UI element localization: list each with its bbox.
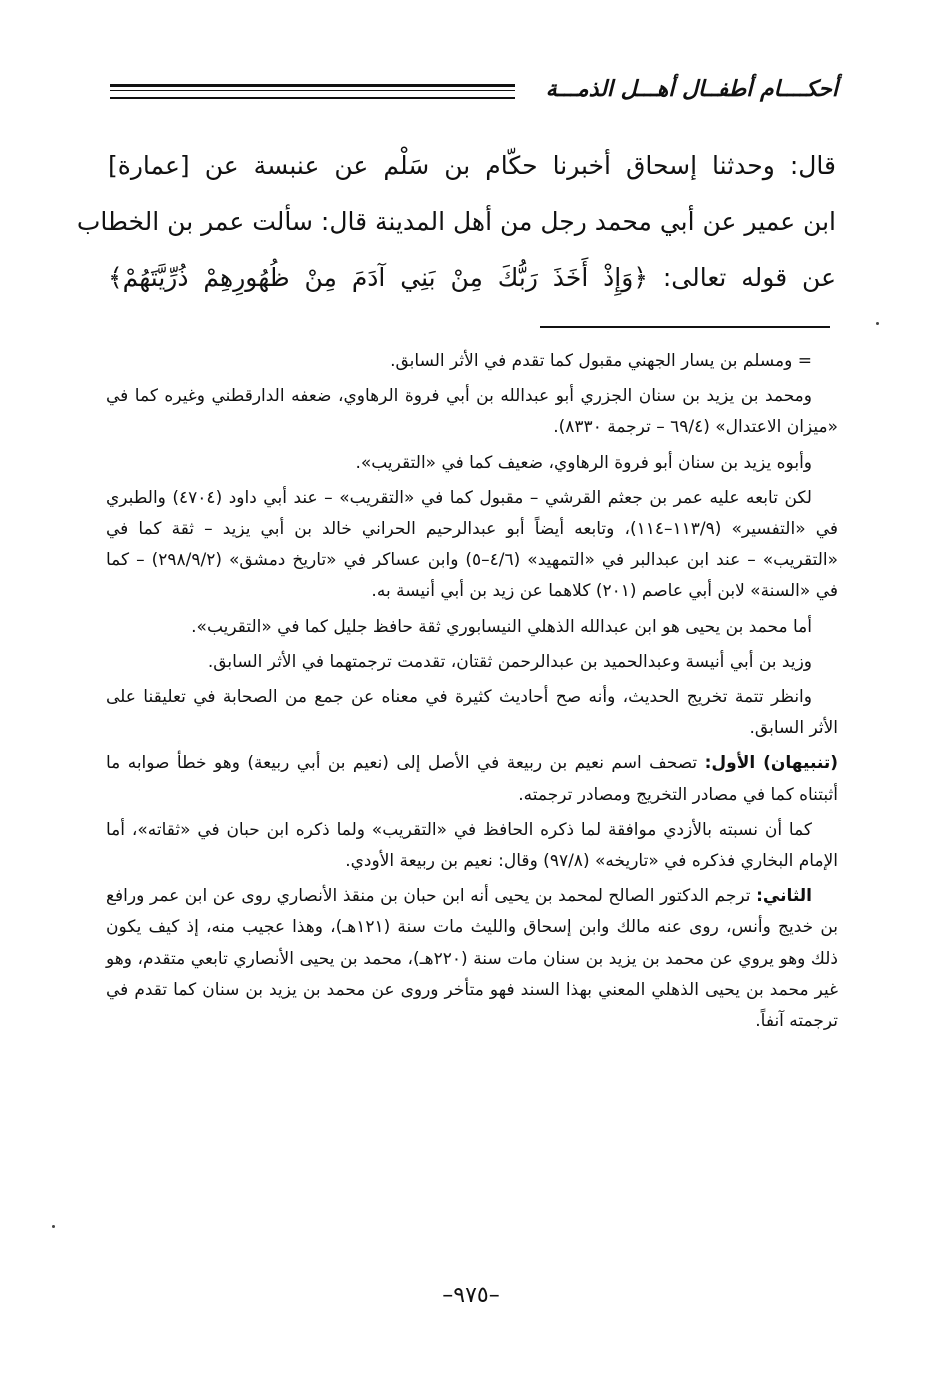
footnote-paragraph-1: = ومسلم بن يسار الجهني مقبول كما تقدم في الأثر السابق. — [390, 351, 812, 371]
note-text-second: ترجم الدكتور الصالح لمحمد بن يحيى أنه ابن حبان بن منقذ الأنصاري روى عن ابن عمر ورافع بن خديج وأنس، روى عنه مالك وابن إسحاق والليث مات سنة (١٢١هـ)، وهذا عجيب منه، إذ كيف يكون ذلك وهو يروي عن محمد بن يزيد بن سنان مات سنة (٢٢٠هـ)، محمد بن يحيى الأنصاري تابعي متقدم، وهو غير محمد بن يحيى الذهلي المعني بهذا السند فهو متأخر وروى عن محمد بن يزيد بن سنان كما تقدم في ترجمته آنفاً. — [106, 886, 839, 1032]
note-label-second: الثاني: — [756, 886, 812, 907]
header-rule — [110, 84, 515, 99]
page-number: –٩٧٥– — [442, 1283, 500, 1308]
footnote-paragraph-7: وانظر تتمة تخريج الحديث، وأنه صح أحاديث كثيرة في معناه عن جمع من الصحابة في تعليقنا على الأثر السابق. — [106, 687, 838, 739]
main-line-1: قال: وحدثنا إسحاق أخبرنا حكّام بن سَلْم عن عنبسة عن [عمارة] — [108, 151, 836, 180]
footnote-paragraph-2: ومحمد بن يزيد بن سنان الجزري أبو عبدالله بن أبي فروة الرهاوي، ضعفه الدارقطني وغيره كما في «ميزان الاعتدال» (٦٩/٤ – ترجمة ٨٣٣٠). — [106, 386, 838, 438]
footnote-paragraph-6: وزيد بن أبي أنيسة وعبدالحميد بن عبدالرحمن ثقتان، تقدمت ترجمتهما في الأثر السابق. — [207, 651, 812, 672]
footnote-paragraph-8 — [106, 748, 838, 810]
quran-verse: ﴿وَإِذْ أَخَذَ رَبُّكَ مِنْ بَنِي آدَمَ مِنْ ظُهُورِهِمْ ذُرِّيَّتَهُمْ﴾ — [108, 263, 648, 292]
footnote-paragraph-5: أما محمد بن يحيى هو ابن عبدالله الذهلي النيسابوري ثقة حافظ جليل كما في «التقريب». — [191, 616, 812, 637]
note-text-first: تصحف اسم نعيم بن ربيعة في الأصل إلى (نعيم بن أبي ربيعة) وهو خطأ صوابه ما أثبتناه كما في مصادر التخريج ومصادر ترجمته. — [106, 753, 838, 805]
main-line-3-prefix: عن قوله تعالى: — [662, 263, 836, 292]
note-label-first: (تنبيهان) الأول: — [704, 753, 838, 774]
footnote-paragraph-10 — [106, 881, 838, 1037]
footnotes — [106, 346, 838, 1037]
footnote-separator — [540, 326, 830, 328]
footnote-paragraph-4: لكن تابعه عليه عمر بن جعثم القرشي – مقبول كما في «التقريب» – عند أبي داود (٤٧٠٤) والطبري في «التفسير» (١١٣/٩–١١٤)، وتابعه أيضاً أبو عبدالرحيم الحراني خالد بن أبي يزيد – ثقة كما في «التقريب» – عند ابن عبدالبر في «التمهيد» (٤/٦–٥) وابن عساكر في «تاريخ دمشق» (٢٩٨/٩/٢) – كما في «السنة» لابن أبي عاصم (٢٠١) كلاهما عن زيد بن أبي أنيسة به. — [106, 487, 839, 602]
main-text — [76, 138, 836, 306]
footnote-paragraph-9: كما أن نسبته بالأزدي موافقة لما ذكره الحافظ في «التقريب» ولما ذكره ابن حبان في «ثقاته»، أما الإمام البخاري فذكره في «تاريخه» (٩٧/٨) وقال: نعيم بن ربيعة الأودي. — [106, 819, 838, 872]
main-line-2: ابن عمير عن أبي محمد رجل من أهل المدينة قال: سألت عمر بن الخطاب — [76, 207, 836, 236]
running-header — [110, 76, 838, 106]
scan-speck — [876, 322, 879, 325]
main-line-3 — [108, 250, 836, 306]
scan-speck — [52, 1225, 55, 1228]
header-title: أحكــــام أطفــال أهـــل الذمـــة — [545, 77, 838, 102]
footnote-paragraph-3: وأبوه يزيد بن سنان أبو فروة الرهاوي، ضعيف كما في «التقريب». — [355, 452, 812, 473]
